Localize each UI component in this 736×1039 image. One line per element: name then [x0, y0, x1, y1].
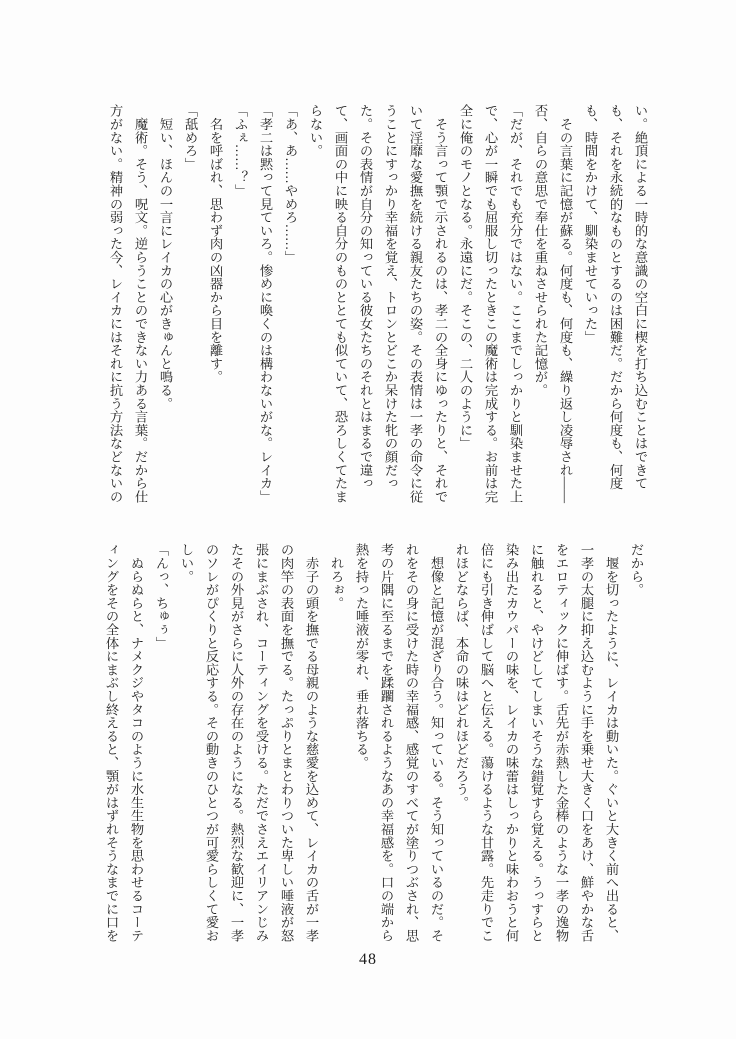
- text-line: をエロティックに伸ばす。舌先が赤熱した金棒のような一孝の逸物: [554, 543, 569, 942]
- text-line: ィングをその全体にまぶし終えると、顎がはずれそうなまでに口を: [104, 543, 119, 942]
- text-line: しい。: [179, 543, 194, 583]
- text-line: の肉竿の表面を撫でる。たっぷりとまとわりついた卑しい唾液が怒: [279, 543, 294, 942]
- text-line: 堰を切ったように、レイカは動いた。ぐいと大きく前へ出ると、: [604, 543, 619, 942]
- text-line: そう言って顎で示されるのは、孝二の全身にゆったりと、それで: [433, 104, 448, 503]
- text-line: 「孝二は黙って見ていろ。惨めに喚くのは構わないがな。レイカ」: [258, 104, 273, 503]
- text-line: 否、自らの意思で奉仕を重ねさせられた記憶が。: [533, 104, 548, 397]
- text-line: た。その表情が自分の知っている彼女たちのそれとはまるで違っ: [358, 104, 373, 490]
- text-line: たその外見がさらに人外の存在のようになる。熱烈な歓迎に、一孝: [229, 543, 244, 942]
- text-line: 短い、ほんの一言にレイカの心がきゅんと鳴る。: [158, 104, 173, 410]
- text-line: 赤子の頭を撫でる母親のような慈愛を込めて、レイカの舌が一孝: [304, 543, 319, 942]
- text-line: も、それを永続的なものとするのは困難だ。だから何度も、何度: [608, 104, 623, 490]
- text-line: も、時間をかけて、馴染ませていった」: [583, 104, 598, 344]
- text-line: れをその身に受けた時の幸福感、感覚のすべてが塗りつぶされ、思: [404, 543, 419, 942]
- text-line: 名を呼ばれ、思わず肉の凶器から目を離す。: [208, 104, 223, 384]
- vertical-text-block-top: [103, 104, 653, 503]
- text-line: のソレがぴくりと反応する。その動きのひとつが可愛らしくて愛お: [204, 543, 219, 942]
- text-line: 「舐めろ」: [183, 104, 198, 171]
- text-line: れろぉ。: [329, 543, 344, 610]
- text-line: に触れると、やけどしてしまいそうな錯覚すら覚える。うっすらと: [529, 543, 544, 942]
- text-line: 方がない。精神の弱った今、レイカにはそれに抗う方法などないの: [108, 104, 123, 503]
- text-line: 熱を持った唾液が零れ、垂れ落ちる。: [354, 543, 369, 770]
- text-line: 想像と記憶が混ざり合う。知っている。そう知っているのだ。そ: [429, 543, 444, 942]
- text-line: で、心が一瞬でも屈服し切ったときこの魔術は完成する。お前は完: [483, 104, 498, 503]
- text-line: 「だが、それでも充分ではない。ここまでしっかりと馴染ませた上: [508, 104, 523, 503]
- text-line: 全に俺のモノとなる。永遠にだ。そこの、二人のように」: [458, 104, 473, 450]
- text-line: だから。: [629, 543, 644, 597]
- text-line: 一孝の太腿に抑え込むように手を乗せ大きく口をあけ、鮮やかな舌: [579, 543, 594, 942]
- text-line: らない。: [308, 104, 323, 158]
- text-line: ぬらぬらと、ナメクジやタコのように水生生物を思わせるコーテ: [129, 543, 144, 942]
- page-number: 48: [359, 951, 377, 968]
- vertical-text-block-bottom: [99, 543, 649, 945]
- text-line: 張にまぶされ、コーティングを受ける。ただでさえエイリアンじみ: [254, 543, 269, 942]
- text-line: 考の片隅に至るまでを蹂躙されるようなあの幸福感を。口の端から: [379, 543, 394, 942]
- text-line: 染み出たカウパーの味を、レイカの味蕾はしっかりと味わおうと何: [504, 543, 519, 942]
- text-line: いて淫靡な愛撫を続ける親友たちの姿。その表情は一孝の命令に従: [408, 104, 423, 503]
- text-line: 魔術。そう、呪文。逆らうことのできない力ある言葉。だから仕: [133, 104, 148, 503]
- text-line: 「ふぇ……？」: [233, 104, 248, 198]
- text-line: 「んっ、ちゅぅ」: [154, 543, 169, 650]
- text-line: い。絶頂による一時的な意識の空白に楔を打ち込むことはできて: [633, 104, 648, 490]
- text-line: 倍にも引き伸ばして脳へと伝える。蕩けるような甘露。先走りでこ: [479, 543, 494, 942]
- text-line: 「あ、あ……やめろ……」: [283, 104, 298, 264]
- text-line: て、画面の中に映る自分のものととても似ていて、恐ろしくてたま: [333, 104, 348, 503]
- text-line: その言葉に記憶が蘇る。何度も、何度も、繰り返し凌辱され――: [558, 104, 573, 503]
- text-line: うことにすっかり幸福を覚え、トロンとどこか呆けた牝の顔だっ: [383, 104, 398, 490]
- text-line: れほどならば、本命の味はどれほどだろう。: [454, 543, 469, 809]
